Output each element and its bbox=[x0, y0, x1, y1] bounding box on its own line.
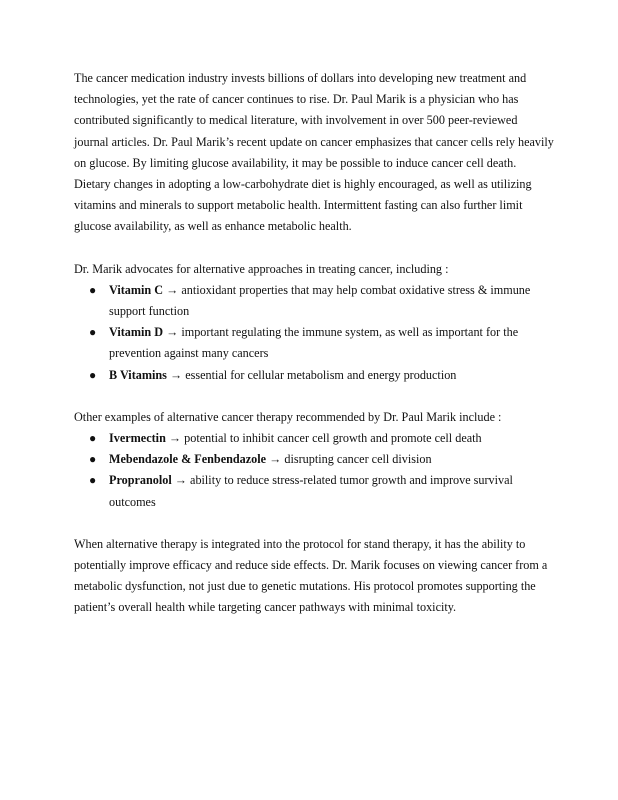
list-item bbox=[74, 449, 554, 470]
bullet-icon: ● bbox=[89, 473, 97, 488]
paragraph-spacer bbox=[74, 386, 554, 407]
intro-paragraph: The cancer medication industry invests billions of dollars into developing new treatment and technologies, yet the rate of cancer continues to rise. Dr. Paul Marik is a physician who has contributed significantly to medical literature, with involvement in over 500 peer-reviewed journal articles. Dr. Paul Marik’s recent update on cancer emphasizes that cancer cells rely heavily on glucose. By limiting glucose availability, it may be possible to induce cancer cell death. Dietary changes in adopting a low-carbohydrate diet is highly encouraged, as well as utilizing vitamins and minerals to support metabolic health. Intermittent fasting can also further limit glucose availability, as well as enhance metabolic health. bbox=[74, 71, 554, 234]
paragraph-spacer bbox=[74, 513, 554, 534]
paragraph-spacer bbox=[74, 238, 554, 259]
arrow-icon: → bbox=[165, 431, 185, 446]
list-item-term: Ivermectin bbox=[109, 431, 166, 446]
bullet-icon: ● bbox=[89, 367, 97, 382]
list-item-description: potential to inhibit cancer cell growth and promote cell death bbox=[184, 431, 482, 446]
arrow-icon: → bbox=[163, 282, 182, 297]
list-item-description: antioxidant properties that may help combat oxidative stress & immune support function bbox=[109, 282, 531, 319]
list-item-description: essential for cellular metabolism and energy production bbox=[185, 367, 457, 382]
therapy-list bbox=[74, 428, 554, 513]
list-item bbox=[74, 428, 554, 449]
list-2-intro: Other examples of alternative cancer therapy recommended by Dr. Paul Marik include : bbox=[74, 409, 502, 424]
arrow-icon: → bbox=[171, 473, 191, 488]
list-item-description: important regulating the immune system, as well as important for the prevention against many cancers bbox=[109, 325, 519, 361]
bullet-icon: ● bbox=[89, 282, 97, 297]
bullet-icon: ● bbox=[89, 325, 97, 340]
arrow-icon: → bbox=[166, 367, 186, 382]
list-item bbox=[74, 322, 554, 364]
bullet-icon: ● bbox=[89, 452, 97, 467]
arrow-icon: → bbox=[266, 452, 285, 467]
list-item-term: B Vitamins bbox=[109, 367, 167, 382]
list-1-intro: Dr. Marik advocates for alternative approaches in treating cancer, including : bbox=[74, 261, 449, 276]
arrow-icon: → bbox=[163, 325, 182, 340]
list-item-description: disrupting cancer cell division bbox=[284, 452, 432, 467]
list-item bbox=[74, 470, 554, 512]
vitamin-list bbox=[74, 280, 554, 386]
document-body bbox=[74, 68, 554, 619]
closing-paragraph: When alternative therapy is integrated into the protocol for stand therapy, it has the ability to potentially improve efficacy and reduce side effects. Dr. Marik focuses on viewing cancer from a metabolic dysfunction, not just due to genetic mutations. His protocol promotes supporting the patient’s overall health while targeting cancer pathways with minimal toxicity. bbox=[74, 536, 548, 615]
bullet-icon: ● bbox=[89, 431, 97, 446]
list-item-term: Vitamin C bbox=[109, 282, 164, 297]
list-item-term: Vitamin D bbox=[109, 325, 164, 340]
list-item-term: Propranolol bbox=[109, 473, 172, 488]
list-item-term: Mebendazole & Fenbendazole bbox=[109, 452, 267, 467]
list-item bbox=[74, 365, 554, 386]
list-item bbox=[74, 280, 554, 322]
list-item-description: ability to reduce stress-related tumor growth and improve survival outcomes bbox=[109, 473, 513, 509]
